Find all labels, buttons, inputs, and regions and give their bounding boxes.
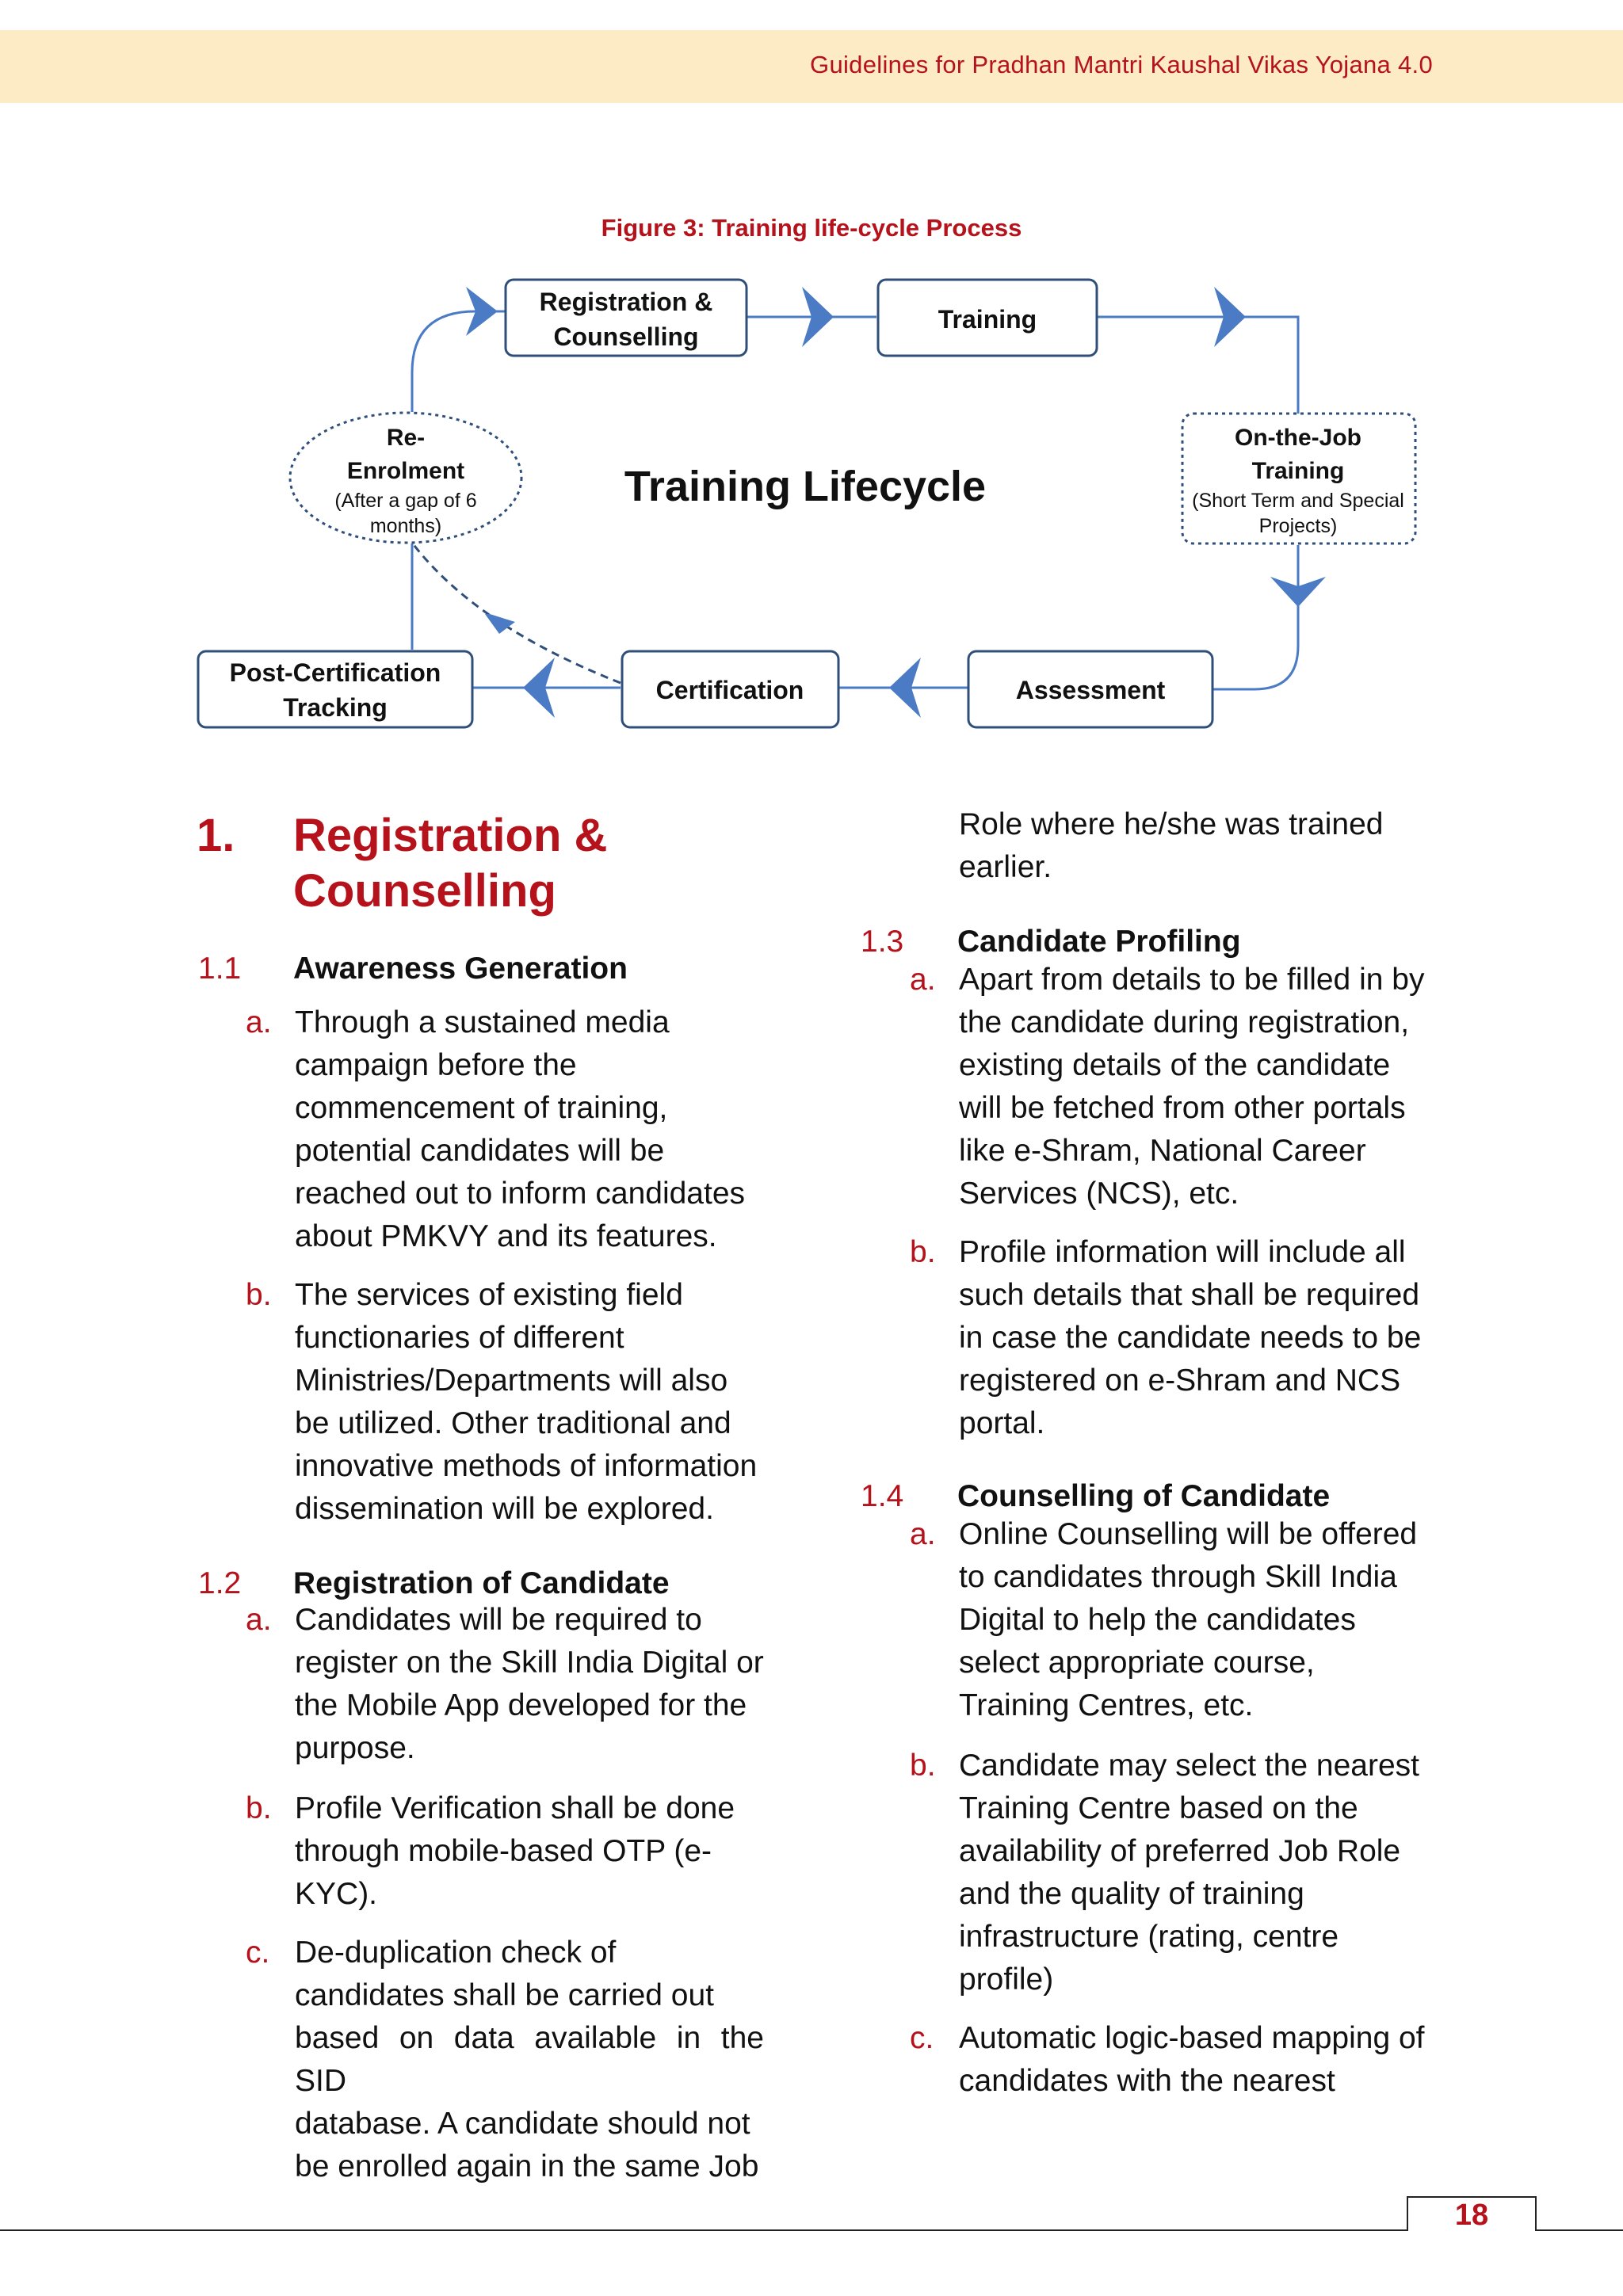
subsection-title: Counselling of Candidate (957, 1479, 1331, 1513)
subsection-number: 1.1 (198, 952, 242, 986)
running-header: Guidelines for Pradhan Mantri Kaushal Vikas Yojana 4.0 (810, 51, 1433, 78)
list-marker: b. (246, 1278, 272, 1312)
diagram-center-title: Training Lifecycle (624, 463, 987, 510)
arrow-to-reenrolment (485, 614, 515, 634)
subsection-number: 1.2 (198, 1566, 242, 1600)
list-item: Through a sustained media campaign before the commencement of training, potential candidates will be reached out to inform candidates about PMKVY and its features. (295, 1005, 746, 1253)
list-marker: c. (246, 1936, 270, 1970)
list-item: De-duplication check of candidates shall be carried out based on data available in the SID database. A candidate should not be enrolled again in the same Job (295, 1936, 764, 2183)
ojt-note-2: Projects) (1258, 515, 1338, 537)
training-lifecycle-diagram (0, 0, 1623, 761)
continued-paragraph: Role where he/she was trained earlier. (959, 807, 1384, 884)
reenrolment-label-1: Re- (386, 425, 426, 451)
list-marker: a. (910, 963, 936, 997)
reenrolment-label-2: Enrolment (346, 458, 465, 484)
list-item: Candidate may select the nearest Training Centre based on the availability of preferred Job Role and the quality of training infrastructure (rating, centre profile) (959, 1749, 1420, 1997)
ojt-label-2: Training (1251, 458, 1345, 484)
certification-label: Certification (655, 676, 804, 704)
section-number: 1. (197, 810, 235, 861)
training-label: Training (938, 305, 1037, 334)
ojt-label-1: On-the-Job (1235, 425, 1361, 451)
list-item: Online Counselling will be offered to candidates through Skill India Digital to help the candidates select appropriate course, Training Centres, etc. (959, 1517, 1418, 1722)
list-item: Apart from details to be filled in by the candidate during registration, existing details of the candidate will be fetched from other portals like e-Shram, National Career Services (NCS), etc. (959, 963, 1425, 1211)
subsection-number: 1.4 (861, 1479, 904, 1513)
tracking-label-2: Tracking (283, 693, 388, 722)
tracking-label-1: Post-Certification (229, 658, 441, 687)
registration-label-1: Registration & (539, 288, 713, 316)
ojt-note-1: (Short Term and Special (1192, 490, 1404, 512)
list-marker: b. (910, 1749, 936, 1783)
list-item: Profile Verification shall be done through mobile-based OTP (e- KYC). (295, 1791, 735, 1911)
assessment-label: Assessment (1015, 676, 1166, 704)
footer-rule (0, 2229, 1623, 2231)
list-marker: a. (246, 1005, 272, 1039)
list-marker: c. (910, 2021, 934, 2055)
list-item: The services of existing field functionaries of different Ministries/Departments will also be utilized. Other traditional and innovative methods of information dissemination will be explored. (295, 1278, 758, 1526)
list-item: Automatic logic-based mapping of candidates with the nearest (959, 2021, 1425, 2098)
subsection-title: Registration of Candidate (293, 1566, 670, 1600)
figure-caption: Figure 3: Training life-cycle Process (601, 214, 1022, 242)
list-item: Profile information will include all such details that shall be required in case the candidate needs to be registered on e-Shram and NCS portal. (959, 1235, 1422, 1440)
reenrolment-note-1: (After a gap of 6 (334, 490, 477, 512)
list-marker: b. (910, 1235, 936, 1269)
section-title-line-2: Counselling (293, 865, 556, 917)
reenrolment-note-2: months) (369, 515, 442, 537)
list-marker: b. (246, 1791, 272, 1825)
registration-label-2: Counselling (553, 322, 699, 351)
list-marker: a. (910, 1517, 936, 1551)
subsection-title: Awareness Generation (293, 952, 628, 986)
list-marker: a. (246, 1603, 272, 1637)
section-title-line-1: Registration & (293, 810, 608, 861)
subsection-title: Candidate Profiling (957, 925, 1241, 959)
page-number: 18 (1454, 2199, 1489, 2232)
subsection-number: 1.3 (861, 925, 904, 959)
list-item: Candidates will be required to register on the Skill India Digital or the Mobile App developed for the purpose. (295, 1603, 764, 1765)
